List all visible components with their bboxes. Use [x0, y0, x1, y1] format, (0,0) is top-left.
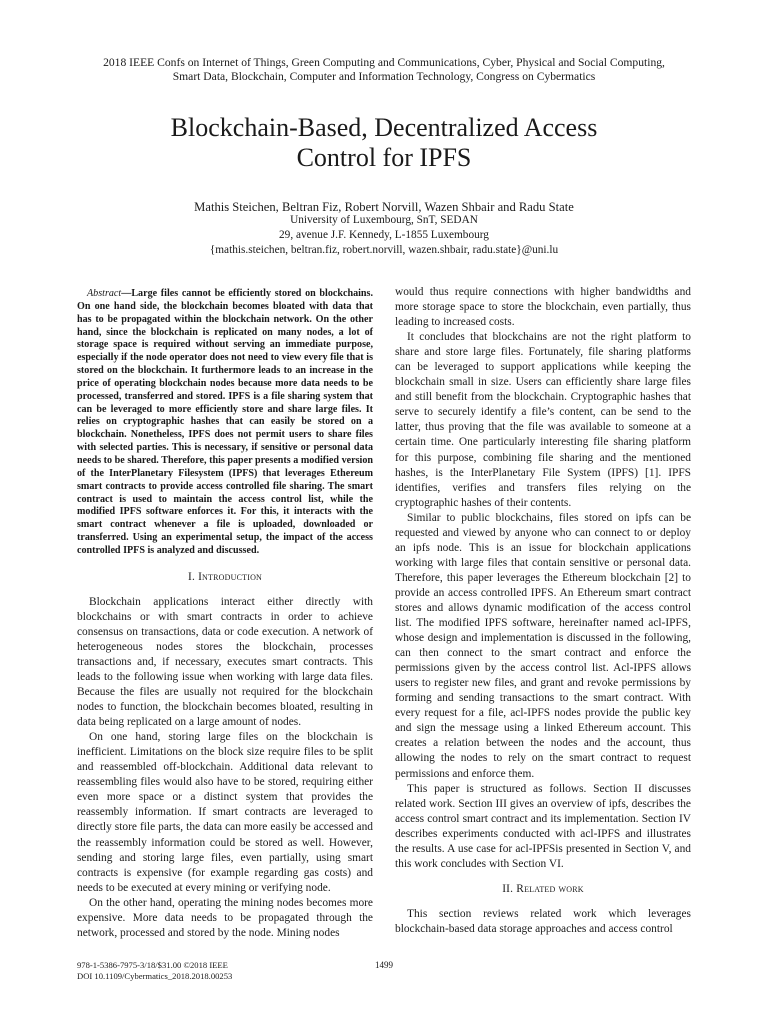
intro-paragraph-4: It concludes that blockchains are not the right platform to share and store large files. Fortunately, file sharing platforms can be leveraged to support applications while keeping the blockchain small in size. Users can efficiently share large files and still benefit from the blockchain. Cryptographic hashes that serve to securely identify a file’s content, can be send to the latter, thus proving that the file was available to someone at a certain time. One particularly interesting file sharing platform for this purpose, combining file sharing and the mentioned hashes, is the InterPlanetary File System (IPFS) [1]. IPFS identifies, verifies and transfers files relying on the cryptographic hashes of their contents.	[395, 331, 691, 509]
section-title: Related work	[516, 882, 584, 895]
intro-paragraph-3-continued: would thus require connections with higher bandwidths and more storage space to store the blockchain, even partially, thus leading to increased costs.	[395, 286, 691, 329]
conference-line-2: Smart Data, Blockchain, Computer and Information Technology, Congress on Cybermatics	[172, 70, 596, 83]
abstract-label: Abstract	[87, 288, 122, 299]
emails: {mathis.steichen, beltran.fiz, robert.norvill, wazen.shbair, radu.state}@uni.lu	[209, 244, 559, 256]
intro-paragraph-3: On the other hand, operating the mining nodes becomes more expensive. More data needs to be propagated through the network, processed and stored by the node. Mining nodes	[77, 896, 373, 939]
section-numeral: II.	[502, 882, 517, 895]
section-title: Introduction	[198, 570, 263, 583]
intro-paragraph-2: On one hand, storing large files on the blockchain is inefficient. Limitations on the block size require files to be split and reassembled off-blockchain. Additional data relevant to reassembling files would also have to be stored, requiring either even more space or a distinct system that provides the reassembly information. If smart contracts are leveraged to directly store file parts, the data can more easily be accessed and the reassembly information could be stored as well. However, sending and storing large files, even partially, using smart contracts is expensive (for example regarding gas costs) and needs to be executed at every mining or verifying node.	[77, 731, 373, 894]
page-number: 1499	[375, 960, 393, 970]
conference-header	[40, 56, 728, 84]
intro-paragraph-5: Similar to public blockchains, files stored on ipfs can be requested and viewed by anyone who can connect to or deploy an ipfs node. This is an issue for blockchain applications working with large files that contain sensitive or personal data. Therefore, this paper leverages the Ethereum blockchain [2] to provide an access controlled IPFS. An Ethereum smart contract stores and allows dynamic modification of the access control list. The modified IPFS software, hereinafter named acl-IPFS, whose design and implementation is discussed in the following, can then connect to the smart contract and enforce the permissions given by the access control list. Acl-IPFS allows users to register new files, and grant and revoke permissions by forming and sending transactions to the smart contract. With every request for a file, acl-IPFS nodes provide the public key and sign the message using a linked Ethereum account. This creates a relation between the nodes and the account, thus allowing the nodes to rely on the smart contract to request permissions and enforce them.	[395, 511, 691, 780]
affiliation-block	[40, 213, 728, 258]
section-numeral: I.	[187, 570, 199, 583]
doi-line: DOI 10.1109/Cybermatics_2018.2018.00253	[77, 970, 233, 981]
conference-line-1: 2018 IEEE Confs on Internet of Things, Green Computing and Communications, Cyber, Physical and Social Computing,	[103, 56, 665, 69]
abstract-text: —Large files cannot be efficiently stored on blockchains. On one hand side, the blockchain becomes bloated with data that has to be propagated within the blockchain network. On the other hand, since the blockchain is replicated on many nodes, a lot of storage space is required without serving an immediate purpose, especially if the node operator does not need to view every file that is stored on the blockchain. It furthermore leads to an increase in the price of operating blockchain nodes because more data needs to be processed, transferred and stored. IPFS is a file sharing system that can be leveraged to more efficiently store and share large files. It relies on cryptographic hashes that can easily be stored on a blockchain. Nonetheless, IPFS does not permit users to share files with selected parties. This is necessary, if sensitive or personal data needs to be shared. Therefore, this paper presents a modified version of the InterPlanetary Filesystem (IPFS) that leverages Ethereum smart contracts to provide access controlled file sharing. The smart contract is used to maintain the access control list, while the modified IPFS software enforces it. For this, it interacts with the smart contract whenever a file is uploaded, downloaded or transferred. Using an experimental setup, the impact of the access controlled IPFS is analyzed and discussed.	[77, 288, 373, 556]
right-column	[395, 285, 691, 937]
author-list: Mathis Steichen, Beltran Fiz, Robert Norvill, Wazen Shbair and Radu State	[194, 200, 574, 214]
intro-paragraph-6: This paper is structured as follows. Section II discusses related work. Section III gives an overview of ipfs, describes the access control smart contract and its implementation. Section IV describes experiments conducted with acl-IPFS and illustrates the results. A use case for acl-IPFSis presented in Section V, and this work concludes with Section VI.	[395, 782, 691, 870]
intro-paragraph-1: Blockchain applications interact either directly with blockchains or with smart contracts in order to achieve consensus on transactions, data or code execution. A network of heterogeneous nodes stores the blockchain, processes transactions and, if necessary, executes smart contracts. This leads to the following issue when working with large data files. Because the files are usually not required for the blockchain nodes to function, the blockchain becomes bloated, resulting in data being replicated on a large amount of nodes.	[77, 595, 373, 729]
isbn-line: 978-1-5386-7975-3/18/$31.00 ©2018 IEEE	[77, 960, 228, 970]
section-heading-introduction	[77, 570, 373, 585]
abstract	[77, 288, 373, 558]
title-line-2: Control for IPFS	[296, 143, 472, 172]
footer-publication-info	[77, 960, 232, 981]
left-column	[77, 288, 373, 941]
institution: University of Luxembourg, SnT, SEDAN	[290, 214, 478, 226]
section-heading-related-work	[395, 882, 691, 897]
address: 29, avenue J.F. Kennedy, L-1855 Luxembourg	[279, 229, 489, 241]
related-work-paragraph-1: This section reviews related work which leverages blockchain-based data storage approaches and access control	[395, 907, 691, 935]
paper-title	[40, 113, 728, 173]
title-line-1: Blockchain-Based, Decentralized Access	[170, 113, 598, 142]
